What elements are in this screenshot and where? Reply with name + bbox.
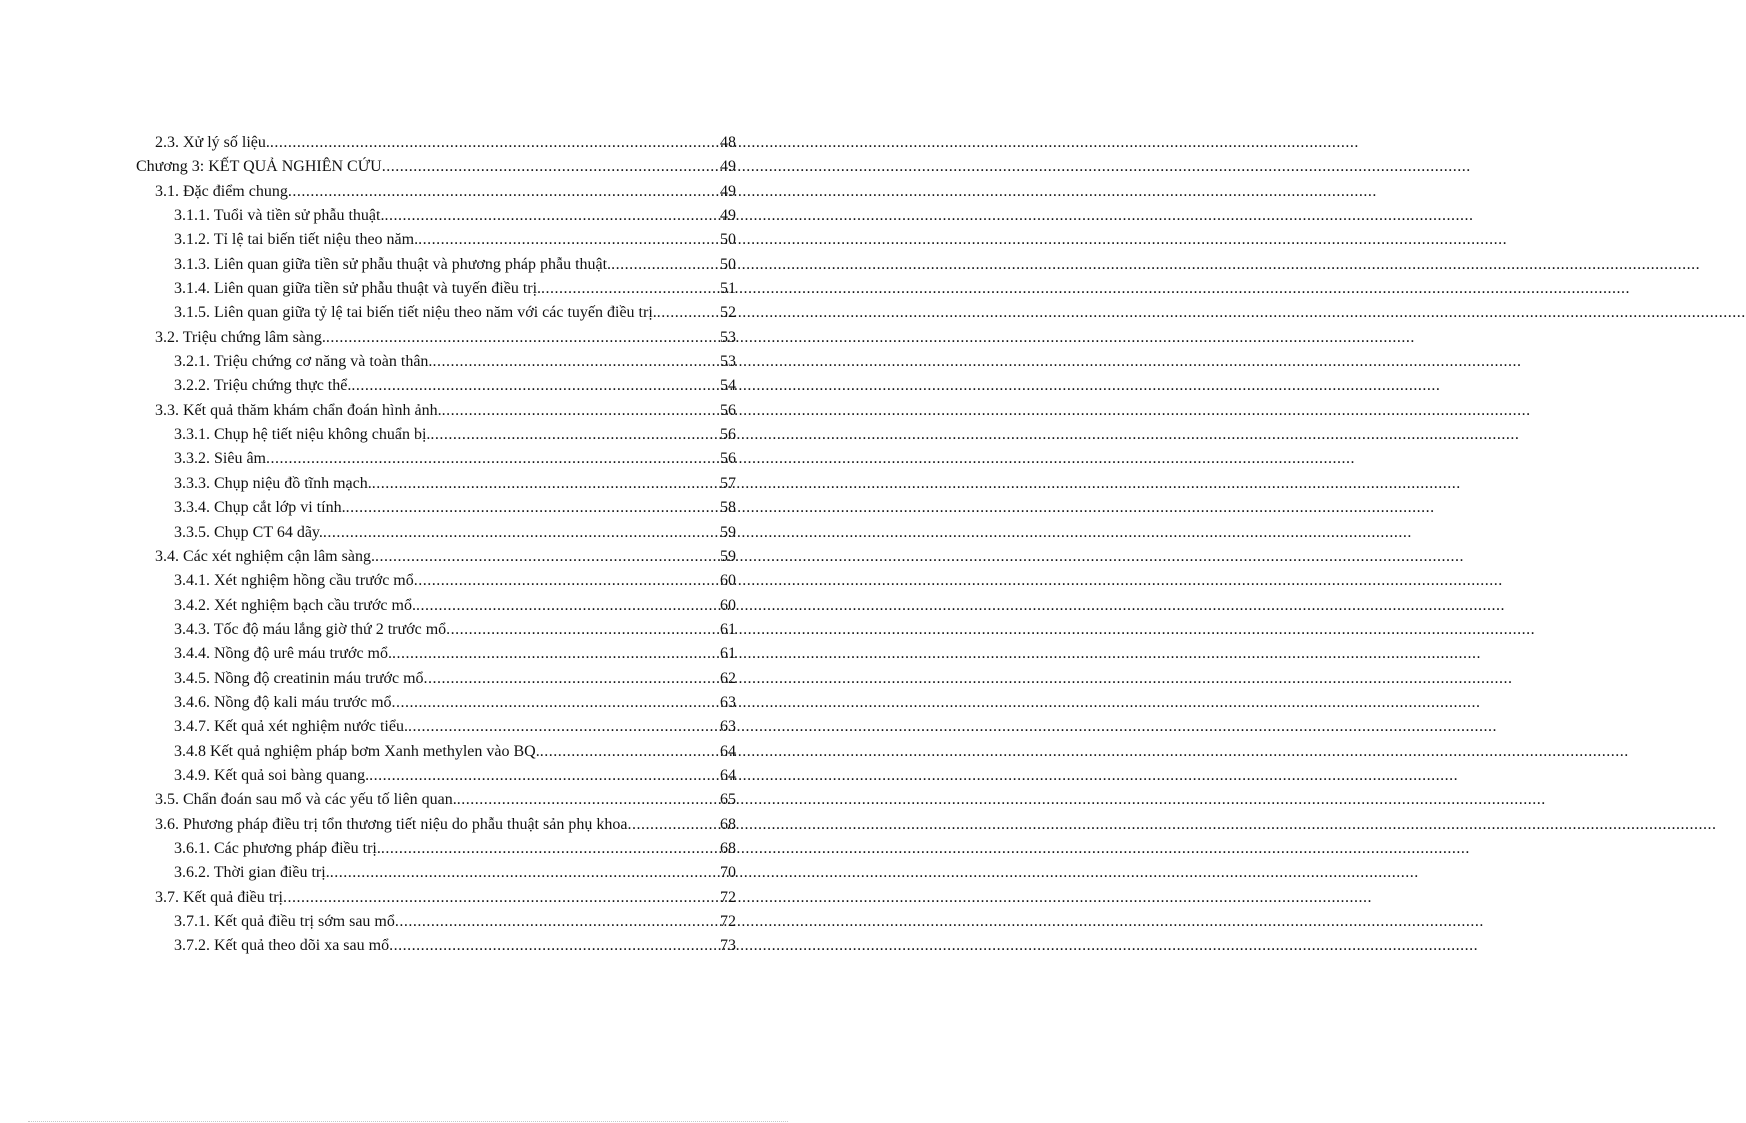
- toc-entry-title: 3.4. Các xét nghiệm cận lâm sàng.: [155, 547, 375, 565]
- toc-entry-title: 2.3. Xử lý số liệu.: [155, 134, 270, 151]
- toc-entry[interactable]: [0, 350, 816, 374]
- toc-dot-leader: [395, 910, 720, 934]
- toc-entry[interactable]: [0, 594, 816, 618]
- toc-dot-leader: [283, 886, 720, 910]
- toc-entry[interactable]: [0, 715, 816, 739]
- toc-entry-title: 3.4.3. Tốc độ máu lắng giờ thứ 2 trước mổ: [174, 620, 447, 638]
- toc-entry-title: 3.2.2. Triệu chứng thực thể.: [174, 377, 352, 395]
- toc-entry-page-number: 63: [720, 718, 736, 736]
- toc-entry-page-number: 65: [720, 791, 736, 809]
- toc-dot-leader: [382, 155, 720, 179]
- toc-entry[interactable]: [0, 886, 816, 910]
- toc-entry-page-number: 68: [720, 815, 736, 833]
- toc-dot-leader: [392, 642, 720, 666]
- toc-entry-page-number: 51: [720, 280, 736, 298]
- toc-entry-title: 3.1.3. Liên quan giữa tiền sử phẫu thuật và phương pháp phẫu thuật.: [174, 255, 612, 273]
- toc-entry-title: 3.4.8 Kết quả nghiệm pháp bơm Xanh methylen vào BQ.: [174, 742, 540, 760]
- toc-dot-leader: [611, 253, 720, 277]
- toc-dot-leader: [657, 301, 720, 325]
- toc-entry[interactable]: [0, 277, 816, 301]
- toc-entry-title: 3.4.6. Nồng độ kali máu trước mổ: [174, 693, 392, 711]
- toc-entry-page-number: 49: [720, 182, 736, 200]
- toc-entry-page-number: 73: [720, 937, 736, 955]
- toc-entry[interactable]: [0, 496, 816, 520]
- toc-dot-leader: [351, 374, 720, 398]
- toc-entry[interactable]: [0, 228, 816, 252]
- toc-entry[interactable]: [0, 861, 816, 885]
- toc-entry-page-number: 64: [720, 742, 736, 760]
- toc-entry-page-number: 53: [720, 353, 736, 371]
- toc-entry-page-number: 56: [720, 426, 736, 444]
- toc-entry-title: 3.3.4. Chụp cắt lớp vi tính.: [174, 499, 346, 517]
- toc-entry-title: 3.1. Đặc điểm chung: [155, 182, 288, 200]
- toc-entry[interactable]: [0, 740, 816, 764]
- toc-entry[interactable]: [0, 667, 816, 691]
- toc-entry-title: 3.6.1. Các phương pháp điều trị.: [174, 839, 381, 857]
- toc-entry-title: 3.3.5. Chụp CT 64 dãy.: [174, 523, 323, 541]
- toc-entry[interactable]: [0, 545, 816, 569]
- toc-dot-leader: [442, 399, 720, 423]
- toc-entry-page-number: 48: [720, 134, 736, 151]
- toc-entry-page-number: 50: [720, 255, 736, 273]
- toc-entry[interactable]: [0, 837, 816, 861]
- toc-entry-title: 3.1.5. Liên quan giữa tỷ lệ tai biến tiết niệu theo năm với các tuyến điều trị.: [174, 304, 657, 322]
- toc-dot-leader: [457, 788, 720, 812]
- toc-dot-leader: [540, 740, 720, 764]
- toc-entry-title: 3.3. Kết quả thăm khám chẩn đoán hình ảnh.: [155, 401, 442, 419]
- toc-entry[interactable]: [0, 326, 816, 350]
- toc-entry-title: 3.4.5. Nồng độ creatinin máu trước mổ: [174, 669, 424, 687]
- toc-entry[interactable]: [0, 910, 816, 934]
- toc-entry-page-number: 57: [720, 474, 736, 492]
- toc-entry-page-number: 59: [720, 523, 736, 541]
- toc-entry-title: 3.6. Phương pháp điều trị tổn thương tiết niệu do phẫu thuật sản phụ khoa: [155, 815, 628, 833]
- toc-dot-leader: [446, 618, 720, 642]
- toc-dot-leader: [389, 934, 720, 958]
- toc-entry-title: 3.3.1. Chụp hệ tiết niệu không chuẩn bị.: [174, 426, 431, 444]
- toc-entry[interactable]: [0, 618, 816, 642]
- toc-entry-page-number: 56: [720, 401, 736, 419]
- toc-entry[interactable]: [0, 374, 816, 398]
- toc-dot-leader: [288, 180, 720, 204]
- toc-entry[interactable]: [0, 204, 816, 228]
- toc-entry[interactable]: [0, 155, 816, 179]
- toc-dot-leader: [266, 447, 720, 471]
- toc-entry-page-number: 59: [720, 547, 736, 565]
- toc-entry[interactable]: [0, 131, 816, 155]
- toc-entry-title: 3.4.1. Xét nghiệm hồng cầu trước mổ: [174, 572, 414, 590]
- toc-entry[interactable]: [0, 788, 816, 812]
- toc-entry-page-number: 49: [720, 207, 736, 225]
- toc-dot-leader: [418, 228, 720, 252]
- toc-entry-title: Chương 3: KẾT QUẢ NGHIÊN CỨU: [136, 158, 382, 176]
- toc-dot-leader: [627, 813, 720, 837]
- toc-dot-leader: [381, 837, 720, 861]
- toc-entry-page-number: 70: [720, 864, 736, 882]
- toc-entry-title: 3.6.2. Thời gian điều trị.: [174, 864, 330, 882]
- toc-dot-leader: [323, 521, 720, 545]
- toc-entry-page-number: 68: [720, 839, 736, 857]
- toc-entry-title: 3.4.4. Nồng độ urê máu trước mổ.: [174, 645, 392, 663]
- toc-entry[interactable]: [0, 934, 816, 958]
- toc-entry-page-number: 60: [720, 572, 736, 590]
- toc-entry-page-number: 56: [720, 450, 736, 468]
- toc-entry-title: 3.5. Chẩn đoán sau mổ và các yếu tố liên quan.: [155, 791, 457, 809]
- toc-entry-title: 3.4.7. Kết quả xét nghiệm nước tiểu.: [174, 718, 408, 736]
- toc-entry[interactable]: [0, 764, 816, 788]
- toc-entry-page-number: 58: [720, 499, 736, 517]
- toc-dot-leader: [270, 131, 720, 155]
- toc-entry-page-number: 72: [720, 888, 736, 906]
- toc-entry[interactable]: [0, 521, 816, 545]
- page-bottom-rule: [28, 1121, 788, 1122]
- toc-entry-page-number: 50: [720, 231, 736, 249]
- toc-entry[interactable]: [0, 180, 816, 204]
- toc-entry[interactable]: [0, 423, 816, 447]
- toc-entry-title: 3.7. Kết quả điều trị: [155, 888, 283, 906]
- toc-dot-leader: [330, 861, 720, 885]
- toc-dot-leader: [326, 326, 720, 350]
- table-of-contents: [0, 131, 816, 959]
- toc-dot-leader: [369, 764, 720, 788]
- toc-entry-title: 3.7.2. Kết quả theo dõi xa sau mổ: [174, 937, 390, 955]
- toc-entry-page-number: 52: [720, 304, 736, 322]
- toc-entry-title: 3.2. Triệu chứng lâm sàng.: [155, 328, 326, 346]
- toc-entry[interactable]: [0, 301, 816, 325]
- toc-entry-title: 3.3.2. Siêu âm: [174, 450, 266, 468]
- toc-dot-leader: [346, 496, 720, 520]
- toc-entry-page-number: 63: [720, 693, 736, 711]
- toc-dot-leader: [384, 204, 720, 228]
- toc-entry-title: 3.4.9. Kết quả soi bàng quang.: [174, 766, 370, 784]
- toc-entry-title: 3.2.1. Triệu chứng cơ năng và toàn thân.: [174, 353, 433, 371]
- toc-entry[interactable]: [0, 472, 816, 496]
- toc-dot-leader: [424, 667, 720, 691]
- toc-entry-page-number: 61: [720, 645, 736, 663]
- toc-dot-leader: [416, 594, 720, 618]
- toc-entry-page-number: 54: [720, 377, 736, 395]
- toc-entry-title: 3.1.2. Tỉ lệ tai biến tiết niệu theo năm.: [174, 231, 419, 249]
- toc-dot-leader: [414, 569, 720, 593]
- toc-dot-leader: [432, 350, 720, 374]
- toc-dot-leader: [375, 545, 720, 569]
- toc-entry-page-number: 60: [720, 596, 736, 614]
- toc-entry[interactable]: [0, 569, 816, 593]
- toc-entry-title: 3.1.4. Liên quan giữa tiền sử phẫu thuật và tuyến điều trị.: [174, 280, 542, 298]
- toc-entry[interactable]: [0, 253, 816, 277]
- toc-entry[interactable]: [0, 691, 816, 715]
- toc-entry-page-number: 49: [720, 158, 736, 176]
- toc-entry[interactable]: [0, 447, 816, 471]
- toc-dot-leader: [408, 715, 720, 739]
- toc-entry[interactable]: [0, 399, 816, 423]
- toc-entry-title: 3.7.1. Kết quả điều trị sớm sau mổ: [174, 913, 395, 930]
- toc-entry-title: 3.4.2. Xét nghiệm bạch cầu trước mổ.: [174, 596, 416, 614]
- toc-entry[interactable]: [0, 642, 816, 666]
- toc-dot-leader: [430, 423, 720, 447]
- toc-entry-title: 3.1.1. Tuổi và tiền sử phẫu thuật.: [174, 207, 385, 225]
- toc-entry-page-number: 72: [720, 913, 736, 930]
- toc-entry-title: 3.3.3. Chụp niệu đồ tĩnh mạch.: [174, 474, 372, 492]
- toc-dot-leader: [541, 277, 720, 301]
- toc-entry-page-number: 61: [720, 620, 736, 638]
- toc-entry-page-number: 53: [720, 328, 736, 346]
- toc-dot-leader: [372, 472, 720, 496]
- toc-dot-leader: [392, 691, 720, 715]
- toc-entry-page-number: 62: [720, 669, 736, 687]
- toc-entry[interactable]: [0, 813, 816, 837]
- toc-entry-page-number: 64: [720, 766, 736, 784]
